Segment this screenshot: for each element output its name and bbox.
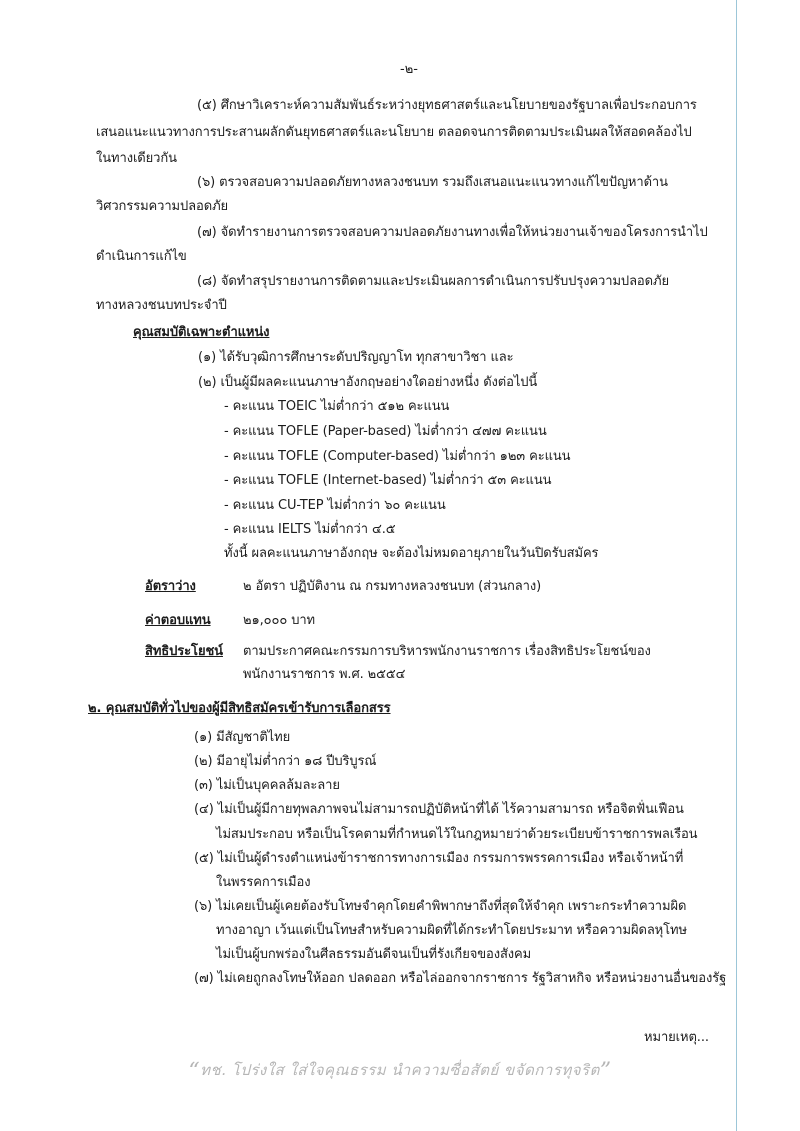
vacancy-value: ๒ อัตรา ปฏิบัติงาน ณ กรมทางหลวงชนบท (ส่วนกลาง) (243, 579, 542, 594)
specific-qualification-2: (๒) เป็นผู้มีผลคะแนนภาษาอังกฤษอย่างใดอย่างหนึ่ง ดังต่อไปนี้ (198, 375, 538, 390)
duty-7-line2: ดำเนินการแก้ไข (96, 249, 187, 264)
general-qualification-4-line2: ไม่สมประกอบ หรือเป็นโรคตามที่กำหนดไว้ในกฎหมายว่าด้วยระเบียบข้าราชการพลเรือน (216, 827, 698, 842)
duty-7-line1: (๗) จัดทำรายงานการตรวจสอบความปลอดภัยงานทางเพื่อให้หน่วยงานเจ้าของโครงการนำไป (197, 225, 708, 240)
duty-5-line3: ในทางเดียวกัน (96, 151, 177, 166)
page-edge-line (736, 0, 737, 1131)
footer-open-quote: “ (188, 1059, 201, 1084)
score-item: - คะแนน TOFLE (Paper-based) ไม่ต่ำกว่า ๔๗๗ คะแนน (224, 424, 547, 439)
benefit-value-line2: พนักงานราชการ พ.ศ. ๒๕๕๔ (243, 667, 406, 682)
footer-motto (0, 1058, 800, 1084)
vacancy-label: อัตราว่าง (145, 579, 196, 594)
footer-close-quote: ” (599, 1059, 612, 1084)
score-item: - คะแนน TOFLE (Computer-based) ไม่ต่ำกว่า ๑๒๓ คะแนน (224, 449, 571, 464)
general-qualification-1: (๑) มีสัญชาติไทย (194, 730, 291, 745)
general-qualification-3: (๓) ไม่เป็นบุคคลล้มละลาย (194, 778, 340, 793)
specific-qualification-1: (๑) ได้รับวุฒิการศึกษาระดับปริญญาโท ทุกสาขาวิชา และ (198, 350, 514, 365)
score-item: - คะแนน TOEIC ไม่ต่ำกว่า ๕๑๒ คะแนน (224, 399, 450, 414)
general-qualification-2: (๒) มีอายุไม่ต่ำกว่า ๑๘ ปีบริบูรณ์ (194, 754, 377, 769)
page-number: -๒- (400, 62, 418, 77)
score-item: - คะแนน IELTS ไม่ต่ำกว่า ๔.๕ (224, 522, 396, 537)
general-qualification-4-line1: (๔) ไม่เป็นผู้มีกายทุพลภาพจนไม่สามารถปฏิบัติหน้าที่ได้ ไร้ความสามารถ หรือจิตฟั่นเฟือน (194, 802, 684, 817)
general-qualification-5-line1: (๕) ไม่เป็นผู้ดำรงตำแหน่งข้าราชการทางการเมือง กรรมการพรรคการเมือง หรือเจ้าหน้าที่ (194, 851, 684, 866)
footer-motto-text: ทช. โปร่งใส ใส่ใจคุณธรรม นำความซื่อสัตย์ ขจัดการทุจริต (200, 1061, 600, 1079)
general-qualification-6-line1: (๖) ไม่เคยเป็นผู้เคยต้องรับโทษจำคุกโดยคำพิพากษาถึงที่สุดให้จำคุก เพราะกระทำความผิด (194, 899, 687, 914)
score-item: - คะแนน TOFLE (Internet-based) ไม่ต่ำกว่า ๕๓ คะแนน (224, 473, 552, 488)
general-qualifications-heading: ๒. คุณสมบัติทั่วไปของผู้มีสิทธิสมัครเข้ารับการเลือกสรร (88, 701, 391, 716)
continued-note: หมายเหตุ... (644, 1030, 709, 1045)
specific-qualifications-heading: คุณสมบัติเฉพาะตำแหน่ง (133, 325, 270, 340)
duty-5-line1: (๕) ศึกษาวิเคราะห์ความสัมพันธ์ระหว่างยุทธศาสตร์และนโยบายของรัฐบาลเพื่อประกอบการ (197, 98, 697, 113)
benefit-label: สิทธิประโยชน์ (145, 644, 223, 659)
general-qualification-6-line2: ทางอาญา เว้นแต่เป็นโทษสำหรับความผิดที่ได้กระทำโดยประมาท หรือความผิดลหุโทษ (216, 923, 687, 938)
duty-6-line2: วิศวกรรมความปลอดภัย (96, 199, 229, 214)
general-qualification-7-line1: (๗) ไม่เคยถูกลงโทษให้ออก ปลดออก หรือไล่ออกจากราชการ รัฐวิสาหกิจ หรือหน่วยงานอื่นของรัฐ (194, 971, 727, 986)
benefit-value-line1: ตามประกาศคณะกรรมการบริหารพนักงานราชการ เรื่องสิทธิประโยชน์ของ (243, 644, 651, 659)
duty-5-line2: เสนอแนะแนวทางการประสานผลักดันยุทธศาสตร์และนโยบาย ตลอดจนการติดตามประเมินผลให้สอดคล้องไป (96, 125, 692, 140)
general-qualification-6-line3: ไม่เป็นผู้บกพร่องในศีลธรรมอันดีจนเป็นที่รังเกียจของสังคม (216, 947, 532, 962)
duty-6-line1: (๖) ตรวจสอบความปลอดภัยทางหลวงชนบท รวมถึงเสนอแนะแนวทางแก้ไขปัญหาด้าน (197, 175, 668, 190)
general-qualification-5-line2: ในพรรคการเมือง (216, 875, 311, 890)
score-validity-note: ทั้งนี้ ผลคะแนนภาษาอังกฤษ จะต้องไม่หมดอายุภายในวันปิดรับสมัคร (224, 546, 599, 561)
duty-8-line1: (๘) จัดทำสรุปรายงานการติดตามและประเมินผลการดำเนินการปรับปรุงความปลอดภัย (197, 274, 669, 289)
salary-value: ๒๑,๐๐๐ บาท (243, 613, 316, 628)
salary-label: ค่าตอบแทน (145, 613, 211, 628)
score-item: - คะแนน CU-TEP ไม่ต่ำกว่า ๖๐ คะแนน (224, 498, 446, 513)
duty-8-line2: ทางหลวงชนบทประจำปี (96, 298, 227, 313)
